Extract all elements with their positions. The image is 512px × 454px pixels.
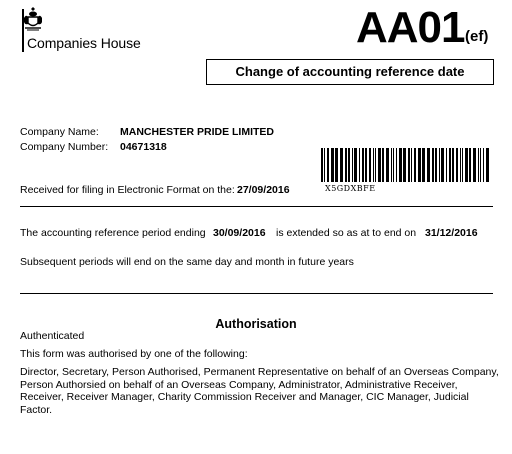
period-new-end-date: 31/12/2016: [425, 227, 478, 239]
authenticated-status: Authenticated: [20, 330, 85, 342]
company-name-label: Company Name:: [20, 126, 99, 138]
barcode-bar: [373, 148, 374, 182]
company-number-value: 04671318: [120, 141, 167, 153]
divider: [20, 293, 493, 294]
barcode-bar: [348, 148, 350, 182]
barcode-bar: [396, 148, 397, 182]
barcode-text: X5GDXBFE: [325, 184, 376, 193]
barcode-bar: [460, 148, 461, 182]
barcode-bar: [403, 148, 406, 182]
barcode-bar: [359, 148, 360, 182]
barcode-bar: [393, 148, 394, 182]
barcode-bar: [340, 148, 343, 182]
barcode-bar: [465, 148, 468, 182]
barcode-bar: [414, 148, 416, 182]
period-end-date: 30/09/2016: [213, 227, 266, 239]
barcode-bar: [462, 148, 463, 182]
barcode-bar: [324, 148, 325, 182]
barcode-bar: [411, 148, 412, 182]
barcode-bar: [469, 148, 471, 182]
barcode-bar: [321, 148, 323, 182]
form-code-suffix: (ef): [465, 28, 489, 45]
barcode-bar: [378, 148, 381, 182]
period-text-before: The accounting reference period ending: [20, 227, 206, 239]
barcode-bar: [382, 148, 384, 182]
barcode-bar: [439, 148, 440, 182]
barcode-bar: [418, 148, 421, 182]
barcode-bar: [369, 148, 371, 182]
barcode-bar: [399, 148, 402, 182]
period-text-middle: is extended so as at to end on: [276, 227, 417, 239]
barcode-bar: [327, 148, 329, 182]
divider: [20, 206, 493, 207]
barcode-bar: [352, 148, 353, 182]
received-label: Received for filing in Electronic Format on the:: [20, 184, 235, 196]
logo-text: Companies House: [27, 35, 141, 51]
barcode-bar: [456, 148, 458, 182]
barcode-bar: [427, 148, 430, 182]
authorisation-title: Authorisation: [215, 317, 297, 331]
barcode-bar: [446, 148, 447, 182]
barcode-bar: [375, 148, 376, 182]
received-date: 27/09/2016: [237, 184, 290, 196]
barcode-bar: [478, 148, 479, 182]
authorised-roles: Director, Secretary, Person Authorised, Permanent Representative on behalf of an Overseas Company, Person Authorsied on behalf of an Overseas Company, Administrator, Administrative Receiver, Receiver, Receiver Manager, Charity Commission Receiver and Manager, CIC Manager, Judicial Factor.: [20, 366, 499, 416]
barcode-bar: [449, 148, 451, 182]
barcode-bar: [483, 148, 484, 182]
barcode-bar: [345, 148, 347, 182]
barcode-bar: [362, 148, 364, 182]
barcode-bar: [386, 148, 389, 182]
barcode-bar: [435, 148, 437, 182]
subsequent-periods-text: Subsequent periods will end on the same day and month in future years: [20, 256, 354, 268]
barcode: [321, 148, 489, 182]
form-code: AA01: [356, 3, 465, 52]
barcode-bar: [408, 148, 410, 182]
barcode-bar: [432, 148, 434, 182]
logo-divider: [22, 9, 24, 52]
barcode-bar: [480, 148, 481, 182]
barcode-bar: [331, 148, 334, 182]
royal-crest-icon: [22, 6, 44, 32]
barcode-bar: [452, 148, 454, 182]
form-title: Change of accounting reference date: [206, 59, 494, 85]
barcode-bar: [335, 148, 338, 182]
company-name-value: MANCHESTER PRIDE LIMITED: [120, 126, 275, 138]
authorisation-intro: This form was authorised by one of the following:: [20, 348, 248, 360]
barcode-bar: [422, 148, 425, 182]
barcode-bar: [473, 148, 476, 182]
barcode-bar: [441, 148, 444, 182]
barcode-bar: [391, 148, 392, 182]
company-number-label: Company Number:: [20, 141, 109, 153]
barcode-bar: [486, 148, 489, 182]
barcode-bar: [365, 148, 367, 182]
barcode-bar: [354, 148, 357, 182]
